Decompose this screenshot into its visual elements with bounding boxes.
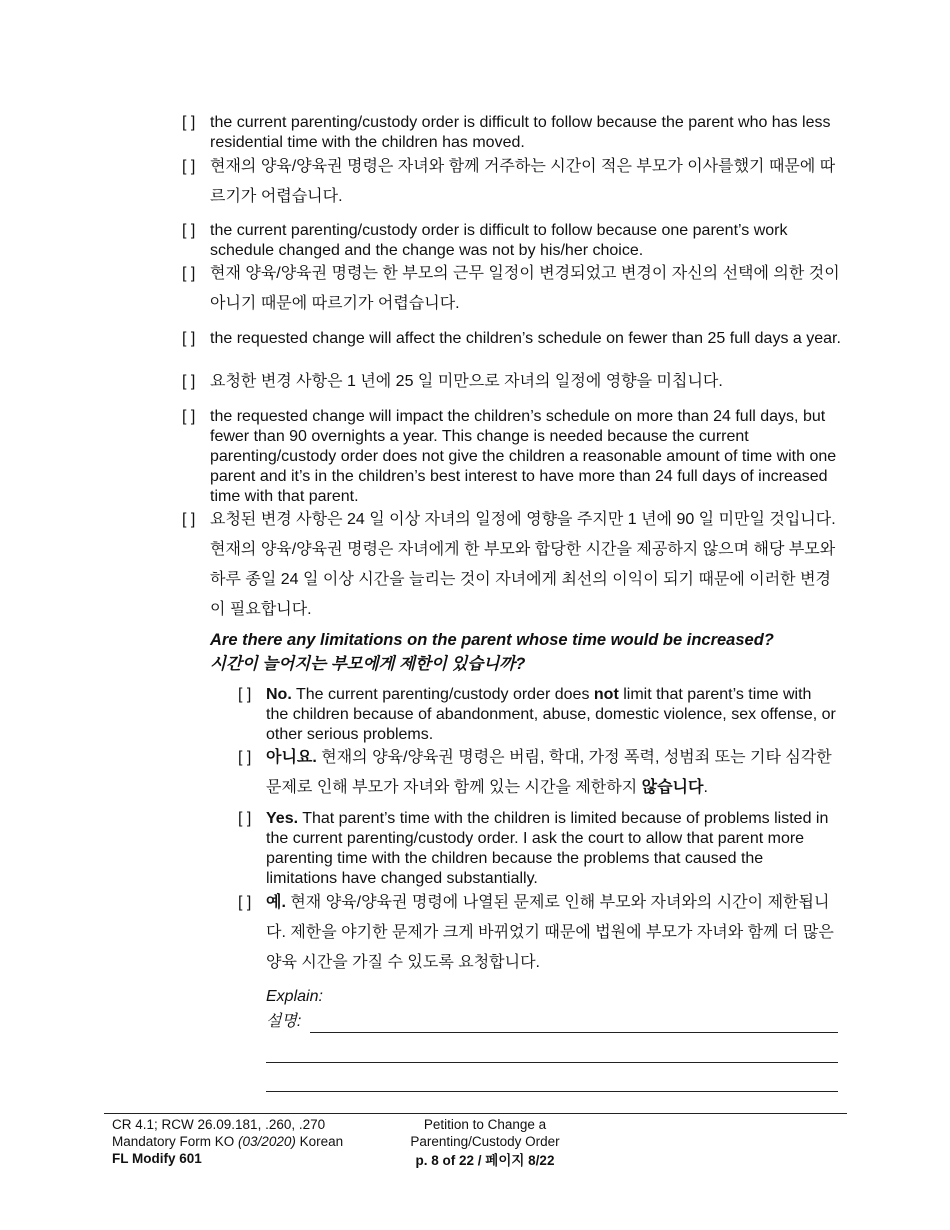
footer-title-line-1: Petition to Change a (423, 1117, 547, 1132)
page-number: p. 8 of 22 / 페이지 8/22 (415, 1153, 555, 1168)
checkbox[interactable]: [ ] (182, 511, 196, 528)
option-text: 현재 양육/양육권 명령는 한 부모의 근무 일정이 변경되었고 변경이 자신의 선택에 의한 것이 아니기 때문에 따르기가 어렵습니다. (210, 265, 840, 312)
checkbox[interactable]: [ ] (182, 330, 196, 347)
footer-form-code: FL Modify 601 (112, 1151, 202, 1166)
checkbox[interactable]: [ ] (238, 686, 252, 703)
footer-form-id: Mandatory Form KO (03/2020) Korean (112, 1134, 344, 1149)
explain-line-3[interactable] (266, 1091, 838, 1092)
explain-line-1[interactable] (310, 1032, 838, 1033)
option-yes-en (238, 809, 838, 889)
checkbox[interactable]: [ ] (182, 373, 196, 390)
option-no-en (238, 685, 838, 745)
footer-left (112, 1116, 382, 1167)
footer-center (380, 1116, 590, 1169)
option-text: No. The current parenting/custody order does not limit that parent’s time with the children because of abandonment, abuse, domestic violence, sex offense, or other serious problems. (266, 686, 836, 743)
option-text: the requested change will impact the children’s schedule on more than 24 full days, but fewer than 90 overnights a year. This change is needed because the current parenting/custody order does not give the children a reasonable amount of time with one parent and it’s in the children’s best interest to have more than 24 full days of increased time with that parent. (210, 408, 837, 505)
option-fewer-25-days-ko (182, 367, 842, 397)
checkbox[interactable]: [ ] (182, 265, 196, 282)
option-moved-en (182, 113, 842, 153)
footer-divider (104, 1113, 847, 1114)
checkbox[interactable]: [ ] (182, 158, 196, 175)
option-more-24-days-ko (182, 505, 842, 625)
option-more-24-days-en (182, 407, 842, 507)
explain-label-en: Explain: (266, 988, 323, 1005)
checkbox[interactable]: [ ] (182, 114, 196, 131)
option-moved-ko (182, 152, 842, 212)
checkbox[interactable]: [ ] (238, 894, 252, 911)
option-label: 아니요. (266, 749, 317, 766)
option-label: Yes. (266, 810, 299, 827)
limitations-question-ko: 시간이 늘어지는 부모에게 제한이 있습니까? (210, 655, 526, 673)
option-text: the requested change will affect the children’s schedule on fewer than 25 full days a year. (210, 330, 841, 347)
option-text: 아니요. 현재의 양육/양육권 명령은 버림, 학대, 가정 폭력, 성범죄 또는 기타 심각한 문제로 인해 부모가 자녀와 함께 있는 시간을 제한하지 않습니다. (266, 749, 832, 796)
checkbox[interactable]: [ ] (182, 408, 196, 425)
option-yes-ko (238, 888, 838, 978)
footer-title-line-2: Parenting/Custody Order (410, 1134, 560, 1149)
option-text: 현재의 양육/양육권 명령은 자녀와 함께 거주하는 시간이 적은 부모가 이사를했기 때문에 따르기가 어렵습니다. (210, 158, 836, 205)
option-text: 요청된 변경 사항은 24 일 이상 자녀의 일정에 영향을 주지만 1 년에 90 일 미만일 것입니다. 현재의 양육/양육권 명령은 자녀에게 한 부모와 합당한 시간을 제공하지 않으며 해당 부모와 하루 종일 24 일 이상 시간을 늘리는 것이 자녀에게 최선의 이익이 되기 때문에 이러한 변경이 필요합니다. (210, 511, 836, 618)
option-label: 예. (266, 894, 286, 911)
option-text: 요청한 변경 사항은 1 년에 25 일 미만으로 자녀의 일정에 영향을 미칩니다. (210, 373, 723, 390)
option-text: the current parenting/custody order is difficult to follow because the parent who has less residential time with the children has moved. (210, 114, 831, 151)
checkbox[interactable]: [ ] (238, 749, 252, 766)
footer-rule-citation: CR 4.1; RCW 26.09.181, .260, .270 (112, 1117, 326, 1132)
explain-line-2[interactable] (266, 1062, 838, 1063)
option-text: 예. 현재 양육/양육권 명령에 나열된 문제로 인해 부모와 자녀와의 시간이 제한됩니다. 제한을 야기한 문제가 크게 바뀌었기 때문에 법원에 부모가 자녀와 함께 더 많은 양육 시간을 가질 수 있도록 요청합니다. (266, 894, 834, 971)
option-work-schedule-en (182, 221, 842, 261)
option-text: Yes. That parent’s time with the children is limited because of problems listed in the current parenting/custody order. I ask the court to allow that parent more parenting time with the children because the problems that caused the limitations have changed substantially. (266, 810, 829, 887)
option-work-schedule-ko (182, 259, 842, 319)
checkbox[interactable]: [ ] (182, 222, 196, 239)
option-text: the current parenting/custody order is difficult to follow because one parent’s work schedule changed and the change was not by his/her choice. (210, 222, 788, 259)
option-label: No. (266, 686, 292, 703)
checkbox[interactable]: [ ] (238, 810, 252, 827)
limitations-question-en: Are there any limitations on the parent whose time would be increased? (210, 631, 774, 649)
option-no-ko (238, 743, 838, 803)
option-fewer-25-days-en (182, 329, 842, 349)
explain-label-ko: 설명: (266, 1013, 302, 1030)
